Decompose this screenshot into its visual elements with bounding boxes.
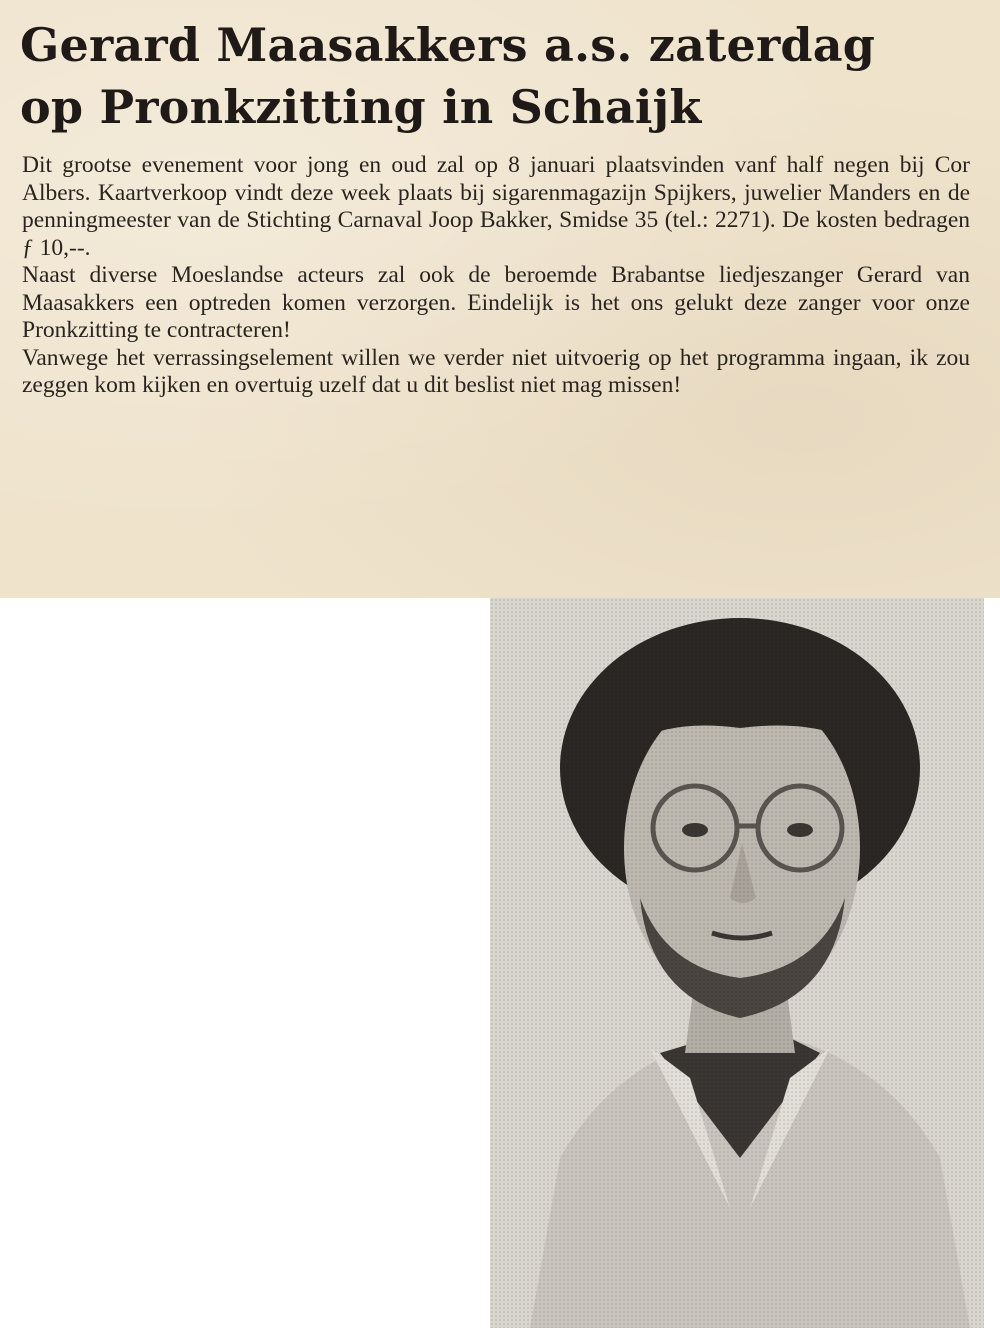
headline-line-2: op Pronkzitting in Schaijk: [20, 80, 702, 134]
article-headline: [20, 14, 980, 138]
portrait-photo-icon: [490, 598, 984, 1328]
headline-line-1: Gerard Maasakkers a.s. zaterdag: [20, 18, 876, 72]
portrait-photo: [490, 598, 984, 1328]
article-paragraph: Naast diverse Moeslandse acteurs zal ook de beroemde Brabantse liedjeszanger Gerard van Maasakkers een optreden komen verzorgen. Eindelijk is het ons gelukt deze zanger voor onze Pronkzitting te contracteren!: [22, 262, 970, 343]
newspaper-clipping: [0, 0, 1000, 598]
article-paragraph: Dit grootse evenement voor jong en oud zal op 8 januari plaatsvinden vanf half negen bij Cor Albers. Kaartverkoop vindt deze week plaats bij sigarenmagazijn Spijkers, juwelier Manders en de penningmeester van de Stichting Carnaval Joop Bakker, Smidse 35 (tel.: 2271). De kosten bedragen ƒ 10,--.: [22, 152, 970, 261]
article-body: [22, 152, 970, 400]
article-paragraph: Vanwege het verrassingselement willen we verder niet uitvoerig op het programma ingaan, ik zou zeggen kom kijken en overtuig uzelf dat u dit beslist niet mag missen!: [22, 344, 970, 398]
